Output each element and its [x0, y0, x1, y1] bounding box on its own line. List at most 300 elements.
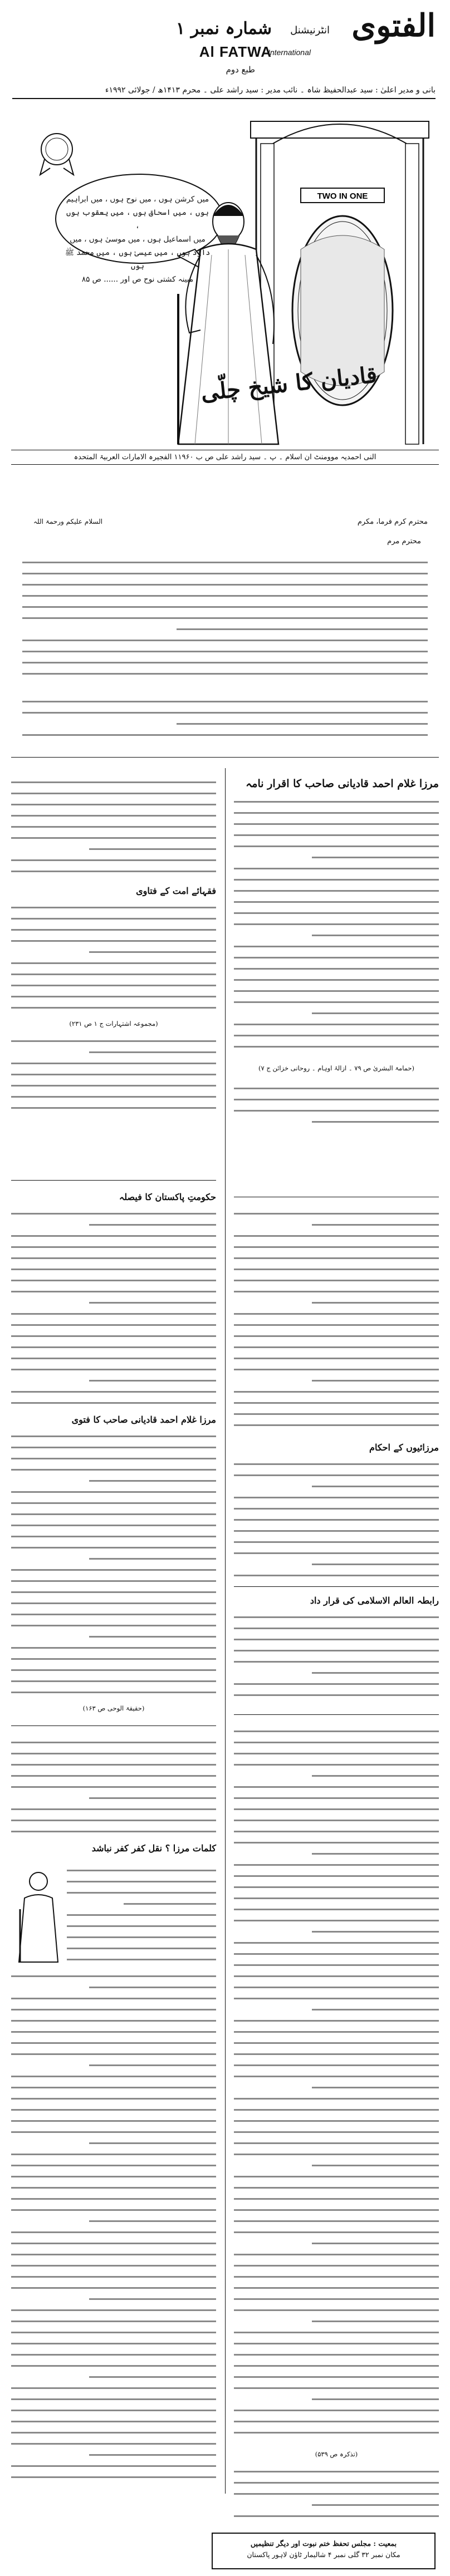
figure-sketch-icon [13, 1865, 63, 1965]
text-line [234, 2293, 439, 2304]
text-line [234, 2382, 439, 2393]
text-line [22, 623, 428, 635]
text-line [234, 2115, 439, 2126]
mirza-fatwa-text [11, 1430, 216, 1698]
text-line [11, 1375, 216, 1386]
text-line [234, 930, 439, 941]
text-line [11, 957, 216, 969]
text-line [234, 2204, 439, 2215]
speech-line: ہوں ، میں اسحاق ہوں ، میں یعقوب ہوں ، [66, 208, 209, 230]
text-line [11, 2182, 216, 2193]
text-line [11, 1386, 216, 1397]
text-line [22, 657, 428, 668]
text-line [11, 1982, 216, 1993]
text-line [234, 796, 439, 807]
text-line [234, 2059, 439, 2071]
text-line [11, 924, 216, 935]
text-line [11, 935, 216, 946]
text-line [234, 874, 439, 885]
text-line [11, 2471, 216, 2482]
text-line [234, 2360, 439, 2371]
text-line [234, 1815, 439, 1826]
text-line [11, 1970, 216, 1982]
text-line [234, 2499, 439, 2510]
masthead-title-urdu: الفتوی [351, 7, 436, 44]
text-line [11, 1815, 216, 1826]
text-line [11, 1653, 216, 1664]
text-line [11, 832, 216, 843]
text-line [234, 840, 439, 852]
text-line [234, 1904, 439, 1915]
text-line [11, 2382, 216, 2393]
text-line [11, 776, 216, 788]
heading-confession: مرزا غلام احمد قادیانی صاحب کا اقرار نامہ [246, 778, 439, 790]
text-line [22, 696, 428, 707]
text-line [234, 2071, 439, 2082]
text-line [234, 2271, 439, 2282]
text-line [11, 2215, 216, 2226]
text-line [67, 1909, 216, 1920]
text-line [234, 1570, 439, 1581]
text-line [22, 707, 428, 718]
text-line [11, 2226, 216, 2238]
masthead-subtitle-english: International [267, 48, 311, 57]
heading-ummah-fatwa: فقہائے امت کے فتاوی [136, 886, 216, 896]
text-line [234, 2126, 439, 2137]
speech-bubble-text [65, 193, 211, 286]
text-line [11, 1564, 216, 1575]
text-line [11, 980, 216, 991]
text-line [234, 1948, 439, 1959]
text-line [234, 807, 439, 818]
text-line [11, 2427, 216, 2438]
text-line [234, 1737, 439, 1748]
text-line [11, 1330, 216, 1341]
speech-line: میں اسماعیل ہوں ، میں موسیٰ ہوں ، میں [70, 235, 206, 244]
letter-greeting-secondary: محترم مرم [387, 537, 421, 545]
text-line [11, 1620, 216, 1631]
text-line [11, 1397, 216, 1408]
source-citation: (مجموعہ اشتہارات ج ۱ ص ۲۳۱) [69, 1020, 158, 1028]
text-line [11, 1442, 216, 1453]
letter-greeting: محترم کرم فرما، مکرم [357, 518, 428, 526]
text-line [11, 1046, 216, 1058]
text-line [234, 907, 439, 918]
text-line [11, 1297, 216, 1308]
text-line [234, 1611, 439, 1623]
text-line [11, 2405, 216, 2416]
text-line [234, 2327, 439, 2338]
text-line [11, 2115, 216, 2126]
text-line [234, 1881, 439, 1892]
right-column-text-3 [234, 2466, 439, 2521]
text-line [67, 1865, 216, 1876]
text-line [234, 1959, 439, 1970]
text-line [11, 2026, 216, 2037]
text-line [234, 1547, 439, 1559]
text-line [11, 1631, 216, 1642]
text-line [11, 1058, 216, 1069]
letter-salutation: السلام علیکم ورحمۃ اللہ [33, 518, 103, 525]
text-line [11, 1430, 216, 1442]
text-line [234, 1353, 439, 1364]
text-line [11, 1091, 216, 1102]
text-line [234, 1116, 439, 1127]
text-line [11, 1826, 216, 1837]
text-line [67, 1876, 216, 1887]
text-line [234, 2193, 439, 2204]
right-column-text [234, 1208, 439, 1430]
text-line [234, 2371, 439, 2382]
column-divider [225, 768, 226, 2494]
heading-kalimaat: کلمات مرزا ؟ نقل کفر کفر نباشد [91, 1843, 216, 1854]
text-line [11, 1993, 216, 2004]
text-line [234, 2282, 439, 2293]
text-line [11, 1080, 216, 1091]
text-line [234, 818, 439, 829]
issue-number: شمارہ نمبر ۱ [176, 19, 272, 38]
text-line [234, 2249, 439, 2260]
text-line [234, 1297, 439, 1308]
source-citation: (تذکرہ ص ۵۳۹) [315, 2450, 358, 2458]
text-line [234, 1030, 439, 1041]
text-line [234, 2137, 439, 2149]
text-line [234, 1481, 439, 1492]
text-line [234, 2004, 439, 2015]
text-line [234, 1826, 439, 1837]
text-line [234, 1870, 439, 1881]
text-line [11, 1308, 216, 1319]
text-line [11, 2160, 216, 2171]
heading-pakistan-govt: حکومتِ پاکستان کا فیصلہ [119, 1192, 216, 1202]
text-line [234, 1241, 439, 1252]
text-line [234, 2037, 439, 2048]
text-line [11, 2316, 216, 2327]
text-line [234, 1859, 439, 1870]
text-line [11, 913, 216, 924]
text-line [11, 2059, 216, 2071]
text-line [11, 1675, 216, 1687]
text-line [11, 2416, 216, 2427]
text-line [11, 799, 216, 810]
text-line [11, 1642, 216, 1653]
text-line [67, 1887, 216, 1898]
text-line [234, 1105, 439, 1116]
text-line [11, 1542, 216, 1553]
text-line [234, 1848, 439, 1859]
text-line [234, 1330, 439, 1341]
text-line [11, 1520, 216, 1531]
text-line [234, 1503, 439, 1514]
text-line [234, 896, 439, 907]
text-line [234, 1792, 439, 1803]
text-line [234, 1419, 439, 1430]
text-line [11, 2249, 216, 2260]
text-line [11, 2104, 216, 2115]
text-line [11, 1687, 216, 1698]
text-line [11, 2238, 216, 2249]
text-line [234, 1536, 439, 1547]
text-line [234, 1514, 439, 1525]
text-line [11, 2082, 216, 2093]
text-line [11, 2071, 216, 2082]
text-line [234, 2466, 439, 2477]
text-line [234, 1559, 439, 1570]
text-line [11, 1609, 216, 1620]
text-line [234, 2488, 439, 2499]
text-line [11, 1286, 216, 1297]
text-line [11, 1575, 216, 1586]
text-line [234, 2226, 439, 2238]
text-line [11, 1069, 216, 1080]
text-line [11, 1364, 216, 1375]
text-line [11, 788, 216, 799]
text-line [11, 1475, 216, 1486]
text-line [11, 821, 216, 832]
text-line [11, 866, 216, 877]
text-line [234, 2416, 439, 2427]
text-line [11, 810, 216, 821]
text-line [234, 1623, 439, 1634]
text-line [234, 1837, 439, 1848]
speech-line: مبینہ کشتی نوح ص اور ...... ص ۸۵ [81, 275, 194, 284]
text-line [67, 1898, 216, 1909]
text-line [234, 1656, 439, 1667]
text-line [234, 1469, 439, 1481]
text-line [11, 2137, 216, 2149]
text-line [234, 2405, 439, 2416]
text-line [234, 1219, 439, 1230]
text-line [234, 2160, 439, 2171]
text-line [234, 2260, 439, 2271]
text-line [234, 963, 439, 974]
footer-line: بمعیت : مجلس تحفظ ختم نبوت اور دیگر تنظیمیں [250, 2539, 397, 2548]
text-line [234, 2393, 439, 2405]
text-line [234, 1689, 439, 1700]
source-citation: (حمامۃ البشریٰ ص ۷۹ ۔ ازالۂ اوہام ۔ روحانی خزائن ج ۷) [258, 1064, 414, 1072]
text-line [234, 829, 439, 840]
text-line [11, 1453, 216, 1464]
heading-mirza-fatwa: مرزا غلام احمد قادیانی صاحب کا فتوی [71, 1414, 216, 1425]
text-line [234, 1341, 439, 1353]
text-line [11, 1464, 216, 1475]
text-line [234, 996, 439, 1007]
text-line [11, 1275, 216, 1286]
text-line [11, 1341, 216, 1353]
text-line [11, 2271, 216, 2282]
text-line [67, 1943, 216, 1954]
text-line [22, 601, 428, 612]
text-line [11, 1002, 216, 1013]
text-line [22, 557, 428, 568]
text-line [11, 1586, 216, 1597]
text-line [234, 1386, 439, 1397]
text-line [11, 902, 216, 913]
text-line [11, 2015, 216, 2026]
text-line [234, 2171, 439, 2182]
text-line [11, 2460, 216, 2471]
text-line [11, 1497, 216, 1508]
masthead-title-english: Al FATWA [199, 43, 272, 60]
text-line [234, 1892, 439, 1904]
text-line [234, 2182, 439, 2193]
text-line [22, 718, 428, 729]
text-line [11, 969, 216, 980]
text-line [234, 885, 439, 896]
text-line [234, 1275, 439, 1286]
text-line [234, 1252, 439, 1264]
text-line [11, 2327, 216, 2338]
text-line [234, 2026, 439, 2037]
text-line [234, 1286, 439, 1297]
footer-line: مکان نمبر ۳۲ گلی نمبر ۴ شالیمار ٹاؤن لاہور پاکستان [247, 2550, 400, 2559]
text-line [234, 1678, 439, 1689]
text-line [11, 1241, 216, 1252]
masthead-international-urdu: انٹرنیشنل [290, 24, 330, 36]
right-column-text-2 [234, 1725, 439, 2438]
text-line [11, 946, 216, 957]
text-line [11, 1219, 216, 1230]
text-line [234, 2427, 439, 2438]
text-line [234, 1041, 439, 1052]
text-line [11, 1781, 216, 1792]
text-line [234, 2048, 439, 2059]
text-line [234, 1458, 439, 1469]
kalimaat-text [67, 1865, 216, 1965]
text-line [11, 991, 216, 1002]
ummah-fatwa-text [11, 902, 216, 1013]
text-line [11, 843, 216, 854]
text-line [234, 1937, 439, 1948]
text-line [234, 1364, 439, 1375]
text-line [234, 2082, 439, 2093]
text-line [11, 1792, 216, 1803]
text-line [234, 2215, 439, 2226]
text-line [234, 1915, 439, 1926]
text-line [234, 2349, 439, 2360]
speech-line: میں کرشن ہوں ، میں نوح ہوں ، میں ابراہیم [66, 195, 209, 204]
cartoon-illustration [11, 110, 439, 447]
text-line [11, 1664, 216, 1675]
text-line [234, 1803, 439, 1815]
two-in-one-sign: TWO IN ONE [317, 191, 368, 201]
text-line [22, 568, 428, 579]
text-line [234, 985, 439, 996]
text-line [234, 1525, 439, 1536]
text-line [11, 1508, 216, 1520]
text-line [11, 1208, 216, 1219]
pakistan-govt-text [11, 1208, 216, 1408]
text-line [234, 1993, 439, 2004]
text-line [234, 1264, 439, 1275]
text-line [234, 1007, 439, 1019]
text-line [11, 2204, 216, 2215]
text-line [11, 1102, 216, 1113]
text-line [234, 2338, 439, 2349]
text-line [22, 612, 428, 623]
text-line [234, 974, 439, 985]
text-line [11, 2093, 216, 2104]
text-line [11, 1737, 216, 1748]
text-line [11, 1770, 216, 1781]
text-line [234, 1319, 439, 1330]
text-line [11, 2260, 216, 2271]
masthead [11, 8, 439, 105]
text-line [11, 2171, 216, 2182]
text-line [234, 1308, 439, 1319]
text-line [234, 918, 439, 930]
text-line [11, 1597, 216, 1609]
text-line [22, 729, 428, 740]
text-line [234, 2149, 439, 2160]
text-line [234, 2477, 439, 2488]
text-line [11, 1531, 216, 1542]
text-line [234, 941, 439, 952]
text-line [234, 863, 439, 874]
text-line [11, 1035, 216, 1046]
edition-label: طبع دوم [226, 65, 255, 75]
text-line [234, 1634, 439, 1645]
text-line [11, 1759, 216, 1770]
text-line [11, 1319, 216, 1330]
text-line [11, 2393, 216, 2405]
text-line [22, 646, 428, 657]
text-line [234, 952, 439, 963]
text-line [234, 1770, 439, 1781]
text-line [11, 1230, 216, 1241]
text-line [22, 635, 428, 646]
text-line [11, 2338, 216, 2349]
speech-line: داؤد ہوں ، میں عیسیٰ ہوں ، میں محمد ﷺ ہوں [65, 248, 211, 271]
text-line [234, 2093, 439, 2104]
text-line [234, 2316, 439, 2327]
text-line [11, 1264, 216, 1275]
text-line [22, 668, 428, 679]
text-line [22, 590, 428, 601]
left-intro-text [11, 776, 216, 877]
source-citation: (حقیقۃ الوحی ص ۱۶۳) [82, 1704, 145, 1712]
text-line [11, 2349, 216, 2360]
text-line [234, 2304, 439, 2316]
text-line [234, 1408, 439, 1419]
text-line [234, 852, 439, 863]
text-line [11, 2037, 216, 2048]
text-line [234, 1725, 439, 1737]
text-line [11, 2304, 216, 2316]
text-line [234, 1926, 439, 1937]
text-line [234, 1492, 439, 1503]
intro-paragraph-2 [22, 696, 428, 740]
heading-mirza-status: مرزائیوں کے احکام [369, 1442, 439, 1453]
text-line [234, 1019, 439, 1030]
text-line [234, 1748, 439, 1759]
text-line [67, 1920, 216, 1931]
text-line [11, 2004, 216, 2015]
text-line [234, 1083, 439, 1094]
ummah-fatwa-text-2 [11, 1035, 216, 1113]
text-line [234, 1230, 439, 1241]
text-line [67, 1931, 216, 1943]
text-line [11, 1803, 216, 1815]
text-line [234, 1645, 439, 1656]
text-line [11, 1252, 216, 1264]
rabita-text [234, 1611, 439, 1700]
text-line [11, 2048, 216, 2059]
left-lower-text [11, 1737, 216, 1837]
text-line [11, 1553, 216, 1564]
cartoon-caption: قادیان کا شیخ چلّی [199, 361, 379, 406]
text-line [11, 2449, 216, 2460]
